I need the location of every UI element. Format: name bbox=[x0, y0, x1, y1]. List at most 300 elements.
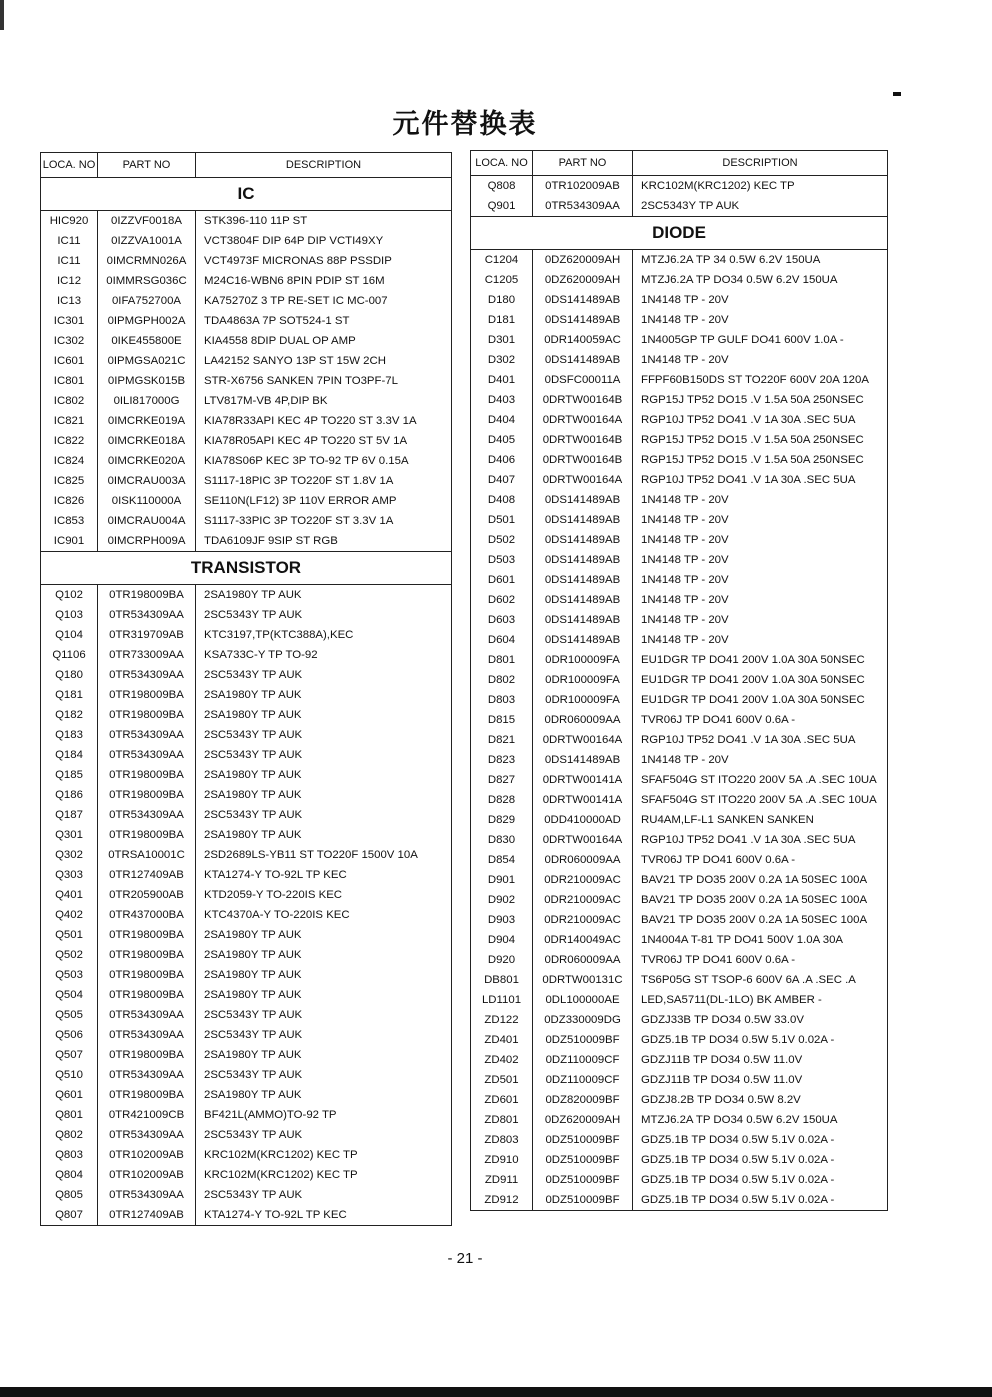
table-row bbox=[41, 925, 452, 945]
table-row bbox=[471, 850, 888, 870]
description-cell: TVR06J TP DO41 600V 0.6A - bbox=[633, 950, 888, 970]
part-no-cell: 0DRTW00164A bbox=[533, 730, 633, 750]
description-cell: 1N4148 TP - 20V bbox=[633, 750, 888, 770]
loca-no-cell: D903 bbox=[471, 910, 533, 930]
part-no-cell: 0TRSA10001C bbox=[98, 845, 196, 865]
loca-no-cell: Q187 bbox=[41, 805, 98, 825]
description-cell: BAV21 TP DO35 200V 0.2A 1A 50SEC 100A bbox=[633, 910, 888, 930]
table-row bbox=[41, 451, 452, 471]
description-cell: GDZJ11B TP DO34 0.5W 11.0V bbox=[633, 1050, 888, 1070]
loca-no-cell: D602 bbox=[471, 590, 533, 610]
loca-no-cell: D854 bbox=[471, 850, 533, 870]
table-row bbox=[471, 1010, 888, 1030]
part-no-cell: 0IMCRAU004A bbox=[98, 511, 196, 531]
description-cell: 2SC5343Y TP AUK bbox=[196, 1185, 452, 1205]
part-no-cell: 0DR100009FA bbox=[533, 670, 633, 690]
table-row bbox=[471, 1170, 888, 1190]
part-no-cell: 0IKE455800E bbox=[98, 331, 196, 351]
header-part-no: PART NO bbox=[533, 151, 633, 176]
table-row bbox=[471, 650, 888, 670]
description-cell: TVR06J TP DO41 600V 0.6A - bbox=[633, 850, 888, 870]
part-no-cell: 0IPMGPH002A bbox=[98, 311, 196, 331]
loca-no-cell: ZD122 bbox=[471, 1010, 533, 1030]
loca-no-cell: Q803 bbox=[41, 1145, 98, 1165]
part-no-cell: 0IPMGSA021C bbox=[98, 351, 196, 371]
loca-no-cell: Q182 bbox=[41, 705, 98, 725]
part-no-cell: 0DRTW00164B bbox=[533, 430, 633, 450]
table-row bbox=[471, 770, 888, 790]
description-cell: SFAF504G ST ITO220 200V 5A .A .SEC 10UA bbox=[633, 770, 888, 790]
part-no-cell: 0TR198009BA bbox=[98, 1085, 196, 1105]
table-row bbox=[41, 391, 452, 411]
table-row bbox=[41, 885, 452, 905]
part-no-cell: 0TR198009BA bbox=[98, 765, 196, 785]
loca-no-cell: D802 bbox=[471, 670, 533, 690]
table-row bbox=[471, 930, 888, 950]
loca-no-cell: Q402 bbox=[41, 905, 98, 925]
table-row bbox=[41, 411, 452, 431]
part-no-cell: 0TR534309AA bbox=[98, 1005, 196, 1025]
part-no-cell: 0IMCRKE020A bbox=[98, 451, 196, 471]
loca-no-cell: D821 bbox=[471, 730, 533, 750]
part-no-cell: 0DRTW00164A bbox=[533, 410, 633, 430]
part-no-cell: 0IZZVA1001A bbox=[98, 231, 196, 251]
description-cell: EU1DGR TP DO41 200V 1.0A 30A 50NSEC bbox=[633, 670, 888, 690]
loca-no-cell: Q501 bbox=[41, 925, 98, 945]
description-cell: 2SA1980Y TP AUK bbox=[196, 705, 452, 725]
loca-no-cell: Q601 bbox=[41, 1085, 98, 1105]
table-row bbox=[471, 610, 888, 630]
loca-no-cell: IC301 bbox=[41, 311, 98, 331]
loca-no-cell: Q503 bbox=[41, 965, 98, 985]
loca-no-cell: ZD911 bbox=[471, 1170, 533, 1190]
loca-no-cell: Q504 bbox=[41, 985, 98, 1005]
loca-no-cell: Q510 bbox=[41, 1065, 98, 1085]
table-row bbox=[471, 890, 888, 910]
description-cell: TDA4863A 7P SOT524-1 ST bbox=[196, 311, 452, 331]
loca-no-cell: Q507 bbox=[41, 1045, 98, 1065]
description-cell: RGP10J TP52 DO41 .V 1A 30A .SEC 5UA bbox=[633, 410, 888, 430]
scan-dash-mark bbox=[893, 92, 901, 96]
loca-no-cell: D408 bbox=[471, 490, 533, 510]
table-row bbox=[471, 370, 888, 390]
table-row bbox=[41, 1065, 452, 1085]
table-row bbox=[471, 490, 888, 510]
description-cell: VCT3804F DIP 64P DIP VCTI49XY bbox=[196, 231, 452, 251]
table-row bbox=[471, 590, 888, 610]
loca-no-cell: Q801 bbox=[41, 1105, 98, 1125]
page-title: 元件替换表 bbox=[392, 109, 538, 140]
table-row bbox=[41, 765, 452, 785]
loca-no-cell: D920 bbox=[471, 950, 533, 970]
part-no-cell: 0DR140049AC bbox=[533, 930, 633, 950]
loca-no-cell: D815 bbox=[471, 710, 533, 730]
description-cell: 2SA1980Y TP AUK bbox=[196, 1085, 452, 1105]
loca-no-cell: IC12 bbox=[41, 271, 98, 291]
part-no-cell: 0IMCRAU003A bbox=[98, 471, 196, 491]
loca-no-cell: Q104 bbox=[41, 625, 98, 645]
loca-no-cell: Q186 bbox=[41, 785, 98, 805]
loca-no-cell: D406 bbox=[471, 450, 533, 470]
table-row bbox=[41, 685, 452, 705]
table-header bbox=[41, 153, 452, 178]
description-cell: KIA78R33API KEC 4P TO220 ST 3.3V 1A bbox=[196, 411, 452, 431]
section-title: TRANSISTOR bbox=[41, 552, 452, 585]
table-row bbox=[471, 870, 888, 890]
description-cell: 1N4148 TP - 20V bbox=[633, 510, 888, 530]
part-no-cell: 0DRTW00164B bbox=[533, 450, 633, 470]
table-row bbox=[41, 311, 452, 331]
part-no-cell: 0DS141489AB bbox=[533, 750, 633, 770]
table-row bbox=[41, 1105, 452, 1125]
part-no-cell: 0TR733009AA bbox=[98, 645, 196, 665]
description-cell: 2SA1980Y TP AUK bbox=[196, 965, 452, 985]
part-no-cell: 0IMCRPH009A bbox=[98, 531, 196, 552]
table-row bbox=[471, 1190, 888, 1211]
description-cell: KIA4558 8DIP DUAL OP AMP bbox=[196, 331, 452, 351]
description-cell: GDZ5.1B TP DO34 0.5W 5.1V 0.02A - bbox=[633, 1030, 888, 1050]
loca-no-cell: C1205 bbox=[471, 270, 533, 290]
description-cell: EU1DGR TP DO41 200V 1.0A 30A 50NSEC bbox=[633, 690, 888, 710]
part-no-cell: 0TR534309AA bbox=[98, 725, 196, 745]
description-cell: 1N4005GP TP GULF DO41 600V 1.0A - bbox=[633, 330, 888, 350]
header-loca-no: LOCA. NO bbox=[471, 151, 533, 176]
part-no-cell: 0DR210009AC bbox=[533, 870, 633, 890]
parts-table-right bbox=[470, 150, 888, 1211]
part-no-cell: 0DS141489AB bbox=[533, 310, 633, 330]
table-row bbox=[471, 710, 888, 730]
part-no-cell: 0TR421009CB bbox=[98, 1105, 196, 1125]
description-cell: KTD2059-Y TO-220IS KEC bbox=[196, 885, 452, 905]
part-no-cell: 0DSFC00011A bbox=[533, 370, 633, 390]
part-no-cell: 0TR534309AA bbox=[98, 665, 196, 685]
part-no-cell: 0DS141489AB bbox=[533, 290, 633, 310]
loca-no-cell: HIC920 bbox=[41, 211, 98, 232]
description-cell: 2SC5343Y TP AUK bbox=[196, 805, 452, 825]
part-no-cell: 0DS141489AB bbox=[533, 490, 633, 510]
table-row bbox=[41, 845, 452, 865]
table-row bbox=[471, 750, 888, 770]
description-cell: KSA733C-Y TP TO-92 bbox=[196, 645, 452, 665]
part-no-cell: 0DZ620009AH bbox=[533, 270, 633, 290]
loca-no-cell: Q302 bbox=[41, 845, 98, 865]
loca-no-cell: IC801 bbox=[41, 371, 98, 391]
loca-no-cell: Q181 bbox=[41, 685, 98, 705]
description-cell: RGP10J TP52 DO41 .V 1A 30A .SEC 5UA bbox=[633, 730, 888, 750]
part-no-cell: 0TR198009BA bbox=[98, 985, 196, 1005]
loca-no-cell: Q502 bbox=[41, 945, 98, 965]
description-cell: RGP10J TP52 DO41 .V 1A 30A .SEC 5UA bbox=[633, 830, 888, 850]
part-no-cell: 0TR102009AB bbox=[533, 176, 633, 197]
table-row bbox=[471, 550, 888, 570]
section-header bbox=[41, 178, 452, 211]
description-cell: KIA78R05API KEC 4P TO220 ST 5V 1A bbox=[196, 431, 452, 451]
description-cell: MTZJ6.2A TP DO34 0.5W 6.2V 150UA bbox=[633, 1110, 888, 1130]
description-cell: 1N4148 TP - 20V bbox=[633, 350, 888, 370]
loca-no-cell: Q303 bbox=[41, 865, 98, 885]
table-row bbox=[41, 251, 452, 271]
table-row bbox=[41, 745, 452, 765]
loca-no-cell: D180 bbox=[471, 290, 533, 310]
part-no-cell: 0DR060009AA bbox=[533, 710, 633, 730]
description-cell: 2SC5343Y TP AUK bbox=[196, 745, 452, 765]
part-no-cell: 0TR534309AA bbox=[98, 605, 196, 625]
loca-no-cell: Q180 bbox=[41, 665, 98, 685]
part-no-cell: 0DS141489AB bbox=[533, 530, 633, 550]
description-cell: LTV817M-VB 4P,DIP BK bbox=[196, 391, 452, 411]
part-no-cell: 0TR198009BA bbox=[98, 705, 196, 725]
description-cell: 1N4148 TP - 20V bbox=[633, 290, 888, 310]
table-row bbox=[41, 1145, 452, 1165]
section-header bbox=[41, 552, 452, 585]
table-row bbox=[471, 1030, 888, 1050]
table-row bbox=[41, 905, 452, 925]
loca-no-cell: C1204 bbox=[471, 250, 533, 271]
table-row bbox=[41, 785, 452, 805]
part-no-cell: 0DZ510009BF bbox=[533, 1190, 633, 1211]
loca-no-cell: IC901 bbox=[41, 531, 98, 552]
part-no-cell: 0DS141489AB bbox=[533, 510, 633, 530]
parts-table-left bbox=[40, 152, 452, 1226]
part-no-cell: 0DR060009AA bbox=[533, 950, 633, 970]
loca-no-cell: D603 bbox=[471, 610, 533, 630]
table-row bbox=[471, 730, 888, 750]
loca-no-cell: IC824 bbox=[41, 451, 98, 471]
description-cell: 2SC5343Y TP AUK bbox=[196, 1025, 452, 1045]
description-cell: RGP15J TP52 DO15 .V 1.5A 50A 250NSEC bbox=[633, 430, 888, 450]
part-no-cell: 0TR198009BA bbox=[98, 585, 196, 606]
loca-no-cell: D827 bbox=[471, 770, 533, 790]
description-cell: 2SA1980Y TP AUK bbox=[196, 925, 452, 945]
loca-no-cell: ZD402 bbox=[471, 1050, 533, 1070]
description-cell: RU4AM,LF-L1 SANKEN SANKEN bbox=[633, 810, 888, 830]
part-no-cell: 0IZZVF0018A bbox=[98, 211, 196, 232]
description-cell: 1N4148 TP - 20V bbox=[633, 630, 888, 650]
loca-no-cell: Q804 bbox=[41, 1165, 98, 1185]
loca-no-cell: Q805 bbox=[41, 1185, 98, 1205]
table-row bbox=[41, 965, 452, 985]
loca-no-cell: Q1106 bbox=[41, 645, 98, 665]
loca-no-cell: Q901 bbox=[471, 196, 533, 217]
description-cell: FFPF60B150DS ST TO220F 600V 20A 120A bbox=[633, 370, 888, 390]
table-row bbox=[471, 570, 888, 590]
loca-no-cell: D407 bbox=[471, 470, 533, 490]
part-no-cell: 0TR198009BA bbox=[98, 965, 196, 985]
table-row bbox=[41, 1045, 452, 1065]
part-no-cell: 0ILI817000G bbox=[98, 391, 196, 411]
part-no-cell: 0DRTW00131C bbox=[533, 970, 633, 990]
part-no-cell: 0DRTW00164B bbox=[533, 390, 633, 410]
description-cell: 2SA1980Y TP AUK bbox=[196, 685, 452, 705]
loca-no-cell: D801 bbox=[471, 650, 533, 670]
part-no-cell: 0TR534309AA bbox=[98, 1025, 196, 1045]
part-no-cell: 0DZ330009DG bbox=[533, 1010, 633, 1030]
part-no-cell: 0DZ510009BF bbox=[533, 1030, 633, 1050]
page-number: - 21 - bbox=[447, 1250, 483, 1267]
part-no-cell: 0TR127409AB bbox=[98, 1205, 196, 1226]
table-row bbox=[41, 291, 452, 311]
loca-no-cell: Q185 bbox=[41, 765, 98, 785]
part-no-cell: 0DS141489AB bbox=[533, 350, 633, 370]
description-cell: RGP10J TP52 DO41 .V 1A 30A .SEC 5UA bbox=[633, 470, 888, 490]
description-cell: KA75270Z 3 TP RE-SET IC MC-007 bbox=[196, 291, 452, 311]
table-row bbox=[41, 585, 452, 606]
description-cell: LA42152 SANYO 13P ST 15W 2CH bbox=[196, 351, 452, 371]
table-row bbox=[41, 1125, 452, 1145]
part-no-cell: 0IMCRKE019A bbox=[98, 411, 196, 431]
table-row bbox=[41, 471, 452, 491]
header-description: DESCRIPTION bbox=[633, 151, 888, 176]
description-cell: STR-X6756 SANKEN 7PIN TO3PF-7L bbox=[196, 371, 452, 391]
loca-no-cell: IC302 bbox=[41, 331, 98, 351]
description-cell: GDZJ11B TP DO34 0.5W 11.0V bbox=[633, 1070, 888, 1090]
loca-no-cell: Q102 bbox=[41, 585, 98, 606]
description-cell: TDA6109JF 9SIP ST RGB bbox=[196, 531, 452, 552]
table-row bbox=[471, 910, 888, 930]
table-row bbox=[41, 1085, 452, 1105]
table-row bbox=[41, 531, 452, 552]
part-no-cell: 0DZ110009CF bbox=[533, 1050, 633, 1070]
loca-no-cell: D503 bbox=[471, 550, 533, 570]
loca-no-cell: DB801 bbox=[471, 970, 533, 990]
description-cell: GDZJ33B TP DO34 0.5W 33.0V bbox=[633, 1010, 888, 1030]
loca-no-cell: ZD801 bbox=[471, 1110, 533, 1130]
description-cell: SFAF504G ST ITO220 200V 5A .A .SEC 10UA bbox=[633, 790, 888, 810]
table-row bbox=[471, 330, 888, 350]
description-cell: 1N4148 TP - 20V bbox=[633, 590, 888, 610]
loca-no-cell: ZD803 bbox=[471, 1130, 533, 1150]
table-row bbox=[471, 690, 888, 710]
table-row bbox=[41, 725, 452, 745]
table-row bbox=[471, 990, 888, 1010]
loca-no-cell: D405 bbox=[471, 430, 533, 450]
scan-bottom-bar bbox=[0, 1387, 992, 1397]
loca-no-cell: LD1101 bbox=[471, 990, 533, 1010]
description-cell: 2SA1980Y TP AUK bbox=[196, 585, 452, 606]
table-row bbox=[41, 805, 452, 825]
table-row bbox=[41, 511, 452, 531]
loca-no-cell: IC821 bbox=[41, 411, 98, 431]
description-cell: KRC102M(KRC1202) KEC TP bbox=[196, 1145, 452, 1165]
description-cell: 2SA1980Y TP AUK bbox=[196, 825, 452, 845]
header-loca-no: LOCA. NO bbox=[41, 153, 98, 178]
part-no-cell: 0TR198009BA bbox=[98, 945, 196, 965]
part-no-cell: 0IMCRKE018A bbox=[98, 431, 196, 451]
part-no-cell: 0DZ510009BF bbox=[533, 1150, 633, 1170]
table-row bbox=[41, 491, 452, 511]
table-row bbox=[41, 431, 452, 451]
description-cell: 2SC5343Y TP AUK bbox=[196, 725, 452, 745]
part-no-cell: 0TR437000BA bbox=[98, 905, 196, 925]
table-row bbox=[471, 1150, 888, 1170]
description-cell: BAV21 TP DO35 200V 0.2A 1A 50SEC 100A bbox=[633, 870, 888, 890]
description-cell: MTZJ6.2A TP DO34 0.5W 6.2V 150UA bbox=[633, 270, 888, 290]
part-no-cell: 0TR205900AB bbox=[98, 885, 196, 905]
table-row bbox=[41, 605, 452, 625]
loca-no-cell: D301 bbox=[471, 330, 533, 350]
loca-no-cell: D302 bbox=[471, 350, 533, 370]
description-cell: 1N4148 TP - 20V bbox=[633, 490, 888, 510]
description-cell: RGP15J TP52 DO15 .V 1.5A 50A 250NSEC bbox=[633, 390, 888, 410]
table-row bbox=[471, 270, 888, 290]
table-row bbox=[471, 1090, 888, 1110]
part-no-cell: 0TR102009AB bbox=[98, 1145, 196, 1165]
part-no-cell: 0TR534309AA bbox=[98, 1065, 196, 1085]
table-row bbox=[41, 231, 452, 251]
table-row bbox=[41, 271, 452, 291]
table-row bbox=[471, 290, 888, 310]
loca-no-cell: D604 bbox=[471, 630, 533, 650]
description-cell: 2SC5343Y TP AUK bbox=[196, 605, 452, 625]
table-row bbox=[41, 665, 452, 685]
loca-no-cell: D823 bbox=[471, 750, 533, 770]
description-cell: TS6P05G ST TSOP-6 600V 6A .A .SEC .A bbox=[633, 970, 888, 990]
part-no-cell: 0TR534309AA bbox=[98, 745, 196, 765]
table-row bbox=[41, 1005, 452, 1025]
table-row bbox=[471, 310, 888, 330]
loca-no-cell: IC802 bbox=[41, 391, 98, 411]
description-cell: KTA1274-Y TO-92L TP KEC bbox=[196, 1205, 452, 1226]
table-row bbox=[471, 1050, 888, 1070]
table-row bbox=[41, 1165, 452, 1185]
part-no-cell: 0TR127409AB bbox=[98, 865, 196, 885]
table-row bbox=[471, 176, 888, 197]
description-cell: 2SC5343Y TP AUK bbox=[633, 196, 888, 217]
part-no-cell: 0IMMRSG036C bbox=[98, 271, 196, 291]
table-row bbox=[41, 945, 452, 965]
part-no-cell: 0DR100009FA bbox=[533, 690, 633, 710]
part-no-cell: 0DR060009AA bbox=[533, 850, 633, 870]
description-cell: S1117-18PIC 3P TO220F ST 1.8V 1A bbox=[196, 471, 452, 491]
description-cell: 1N4148 TP - 20V bbox=[633, 310, 888, 330]
description-cell: 1N4148 TP - 20V bbox=[633, 550, 888, 570]
loca-no-cell: D902 bbox=[471, 890, 533, 910]
part-no-cell: 0TR534309AA bbox=[98, 805, 196, 825]
part-no-cell: 0IPMGSK015B bbox=[98, 371, 196, 391]
description-cell: 2SD2689LS-YB11 ST TO220F 1500V 10A bbox=[196, 845, 452, 865]
part-no-cell: 0DRTW00164A bbox=[533, 830, 633, 850]
loca-no-cell: ZD910 bbox=[471, 1150, 533, 1170]
description-cell: BF421L(AMMO)TO-92 TP bbox=[196, 1105, 452, 1125]
loca-no-cell: IC13 bbox=[41, 291, 98, 311]
part-no-cell: 0DS141489AB bbox=[533, 610, 633, 630]
part-no-cell: 0DD410000AD bbox=[533, 810, 633, 830]
loca-no-cell: Q802 bbox=[41, 1125, 98, 1145]
loca-no-cell: IC601 bbox=[41, 351, 98, 371]
part-no-cell: 0TR198009BA bbox=[98, 825, 196, 845]
table-row bbox=[471, 430, 888, 450]
description-cell: LED,SA5711(DL-1LO) BK AMBER - bbox=[633, 990, 888, 1010]
part-no-cell: 0DZ510009BF bbox=[533, 1130, 633, 1150]
loca-no-cell: D181 bbox=[471, 310, 533, 330]
table-row bbox=[41, 1185, 452, 1205]
loca-no-cell: ZD912 bbox=[471, 1190, 533, 1211]
description-cell: 2SA1980Y TP AUK bbox=[196, 1045, 452, 1065]
loca-no-cell: Q401 bbox=[41, 885, 98, 905]
table-row bbox=[471, 530, 888, 550]
part-no-cell: 0IMCRMN026A bbox=[98, 251, 196, 271]
part-no-cell: 0DS141489AB bbox=[533, 590, 633, 610]
description-cell: S1117-33PIC 3P TO220F ST 3.3V 1A bbox=[196, 511, 452, 531]
table-row bbox=[41, 211, 452, 232]
part-no-cell: 0DL100000AE bbox=[533, 990, 633, 1010]
description-cell: SE110N(LF12) 3P 110V ERROR AMP bbox=[196, 491, 452, 511]
description-cell: 2SC5343Y TP AUK bbox=[196, 665, 452, 685]
description-cell: KRC102M(KRC1202) KEC TP bbox=[633, 176, 888, 197]
table-row bbox=[471, 470, 888, 490]
table-row bbox=[41, 645, 452, 665]
loca-no-cell: D829 bbox=[471, 810, 533, 830]
